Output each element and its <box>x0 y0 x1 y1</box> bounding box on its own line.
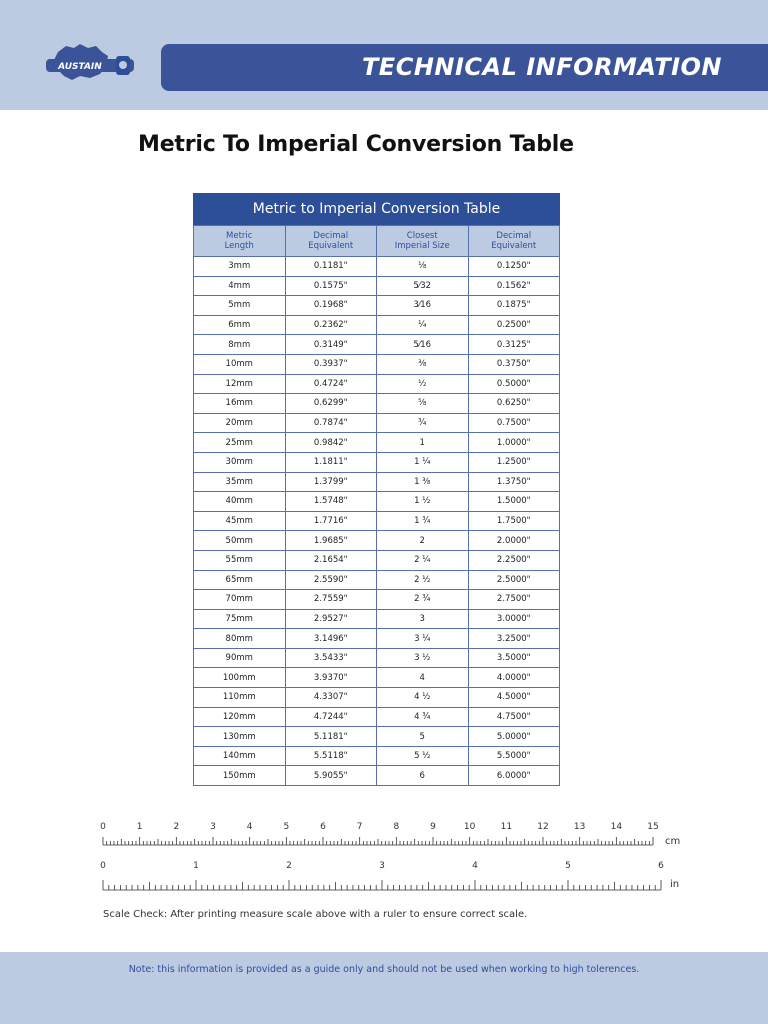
table-row <box>194 629 560 649</box>
table-cell: 0.1181" <box>285 257 377 277</box>
table-cell: 0.2362" <box>285 315 377 335</box>
table-cell: 3.0000" <box>468 609 560 629</box>
column-header <box>468 226 560 257</box>
cm-unit-label: cm <box>665 836 681 847</box>
cm-ruler-number: 13 <box>573 822 586 832</box>
table-cell: 5mm <box>194 296 286 316</box>
table-cell: 1.2500" <box>468 452 560 472</box>
table-cell: 150mm <box>194 766 286 786</box>
table-cell: 2.7559" <box>285 590 377 610</box>
table-cell: 0.2500" <box>468 315 560 335</box>
table-cell: 1.5748" <box>285 492 377 512</box>
table-cell: ⅝ <box>377 394 469 414</box>
table-row <box>194 590 560 610</box>
in-ruler-number: 5 <box>565 861 571 871</box>
table-cell: 2.5000" <box>468 570 560 590</box>
table-row <box>194 335 560 355</box>
table-row <box>194 511 560 531</box>
cm-ruler-number: 5 <box>283 822 290 832</box>
in-ruler-number: 1 <box>193 861 199 871</box>
column-header-line1: Decimal <box>496 231 532 241</box>
column-header-line1: Metric <box>226 231 253 241</box>
table-cell: 0.4724" <box>285 374 377 394</box>
header-title: TECHNICAL INFORMATION <box>361 53 722 81</box>
logo-text: AUSTAIN <box>58 62 102 72</box>
table-cell: 2 <box>377 531 469 551</box>
table-cell: 3 ¼ <box>377 629 469 649</box>
table-cell: ⅜ <box>377 354 469 374</box>
table-cell: 1 ⅜ <box>377 472 469 492</box>
in-unit-label: in <box>670 879 680 890</box>
table-cell: 3.9370" <box>285 668 377 688</box>
table-cell: 1.9685" <box>285 531 377 551</box>
table-cell: 20mm <box>194 413 286 433</box>
table-row <box>194 688 560 708</box>
table-cell: 3.2500" <box>468 629 560 649</box>
table-cell: 30mm <box>194 452 286 472</box>
table-cell: 5 ½ <box>377 746 469 766</box>
page-title: Metric To Imperial Conversion Table <box>138 132 574 157</box>
table-cell: 0.1250" <box>468 257 560 277</box>
table-cell: 90mm <box>194 648 286 668</box>
table-row <box>194 570 560 590</box>
table-cell: 16mm <box>194 394 286 414</box>
table-header-row <box>194 226 560 257</box>
table-cell: 4 ¾ <box>377 707 469 727</box>
table-body <box>194 257 560 786</box>
header-band <box>0 0 768 110</box>
table-row <box>194 531 560 551</box>
footer-band <box>0 952 768 1024</box>
table-row <box>194 550 560 570</box>
table-cell: 55mm <box>194 550 286 570</box>
table-cell: 1.7500" <box>468 511 560 531</box>
table-cell: 4.0000" <box>468 668 560 688</box>
table-cell: 110mm <box>194 688 286 708</box>
cm-ruler-number: 11 <box>500 822 513 832</box>
table-caption: Metric to Imperial Conversion Table <box>193 193 560 225</box>
cm-ruler-number: 15 <box>647 822 659 832</box>
table-cell: 3mm <box>194 257 286 277</box>
table-cell: 5.0000" <box>468 727 560 747</box>
table-row <box>194 354 560 374</box>
table-row <box>194 668 560 688</box>
cm-ruler-number: 8 <box>393 822 400 832</box>
table-cell: 50mm <box>194 531 286 551</box>
cm-ruler-number: 10 <box>463 822 476 832</box>
table-cell: 2.2500" <box>468 550 560 570</box>
table-row <box>194 296 560 316</box>
cm-ruler-number: 2 <box>173 822 180 832</box>
table-cell: 4.3307" <box>285 688 377 708</box>
table-cell: 6.0000" <box>468 766 560 786</box>
column-header <box>285 226 377 257</box>
table-cell: 0.1562" <box>468 276 560 296</box>
table-cell: 2 ¼ <box>377 550 469 570</box>
table-row <box>194 472 560 492</box>
table-cell: 3 ½ <box>377 648 469 668</box>
table-cell: 5.1181" <box>285 727 377 747</box>
in-ruler-number: 3 <box>379 861 385 871</box>
table-cell: 0.3149" <box>285 335 377 355</box>
column-header-line1: Closest <box>406 231 438 241</box>
table-cell: 3.5000" <box>468 648 560 668</box>
table-cell: 0.9842" <box>285 433 377 453</box>
table-cell: 0.5000" <box>468 374 560 394</box>
table-cell: 4.7500" <box>468 707 560 727</box>
table-cell: 3.5433" <box>285 648 377 668</box>
table-row <box>194 707 560 727</box>
table-cell: 100mm <box>194 668 286 688</box>
table-cell: 2.5590" <box>285 570 377 590</box>
conversion-table-grid <box>193 225 560 786</box>
table-cell: 4.7244" <box>285 707 377 727</box>
in-ruler-number: 2 <box>286 861 292 871</box>
table-cell: 1.5000" <box>468 492 560 512</box>
cm-ruler-number: 6 <box>320 822 326 832</box>
table-cell: 45mm <box>194 511 286 531</box>
table-cell: 5.9055" <box>285 766 377 786</box>
column-header-line2: Equivalent <box>491 241 537 251</box>
column-header <box>194 226 286 257</box>
austain-logo <box>44 42 136 84</box>
table-row <box>194 257 560 277</box>
cm-ruler-number: 4 <box>246 822 253 832</box>
in-ruler-number: 0 <box>100 861 106 871</box>
table-cell: 1.7716" <box>285 511 377 531</box>
table-cell: ¼ <box>377 315 469 335</box>
table-cell: 120mm <box>194 707 286 727</box>
table-cell: 6mm <box>194 315 286 335</box>
table-cell: 2 ¾ <box>377 590 469 610</box>
cm-ruler-number: 14 <box>610 822 623 832</box>
table-cell: 4mm <box>194 276 286 296</box>
table-cell: 1 ¾ <box>377 511 469 531</box>
table-cell: 2.1654" <box>285 550 377 570</box>
table-cell: 80mm <box>194 629 286 649</box>
table-cell: 0.3750" <box>468 354 560 374</box>
table-cell: ¾ <box>377 413 469 433</box>
table-row <box>194 433 560 453</box>
table-row <box>194 394 560 414</box>
table-cell: 2.0000" <box>468 531 560 551</box>
table-cell: ½ <box>377 374 469 394</box>
table-cell: 0.1875" <box>468 296 560 316</box>
table-cell: 0.3937" <box>285 354 377 374</box>
cm-ruler-number: 12 <box>537 822 549 832</box>
table-cell: 1.3750" <box>468 472 560 492</box>
cm-ruler-number: 9 <box>430 822 436 832</box>
table-cell: 25mm <box>194 433 286 453</box>
column-header-line2: Length <box>224 241 254 251</box>
table-cell: 4.5000" <box>468 688 560 708</box>
table-cell: 40mm <box>194 492 286 512</box>
table-cell: 0.7874" <box>285 413 377 433</box>
table-row <box>194 413 560 433</box>
table-row <box>194 746 560 766</box>
cm-ruler-number: 1 <box>136 822 143 832</box>
table-cell: 8mm <box>194 335 286 355</box>
table-cell: 0.1575" <box>285 276 377 296</box>
table-row <box>194 452 560 472</box>
table-cell: 3⁄16 <box>377 296 469 316</box>
table-cell: 130mm <box>194 727 286 747</box>
table-cell: 6 <box>377 766 469 786</box>
table-row <box>194 648 560 668</box>
table-row <box>194 315 560 335</box>
in-ruler-ticks <box>100 860 700 894</box>
column-header-line1: Decimal <box>313 231 349 241</box>
inch-ruler <box>100 860 700 894</box>
table-cell: 1 <box>377 433 469 453</box>
table-cell: 1.3799" <box>285 472 377 492</box>
scale-check-note: Scale Check: After printing measure scale above with a ruler to ensure correct scale. <box>103 909 528 920</box>
table-cell: 5.5118" <box>285 746 377 766</box>
header-bar <box>161 44 768 91</box>
footer-note: Note: this information is provided as a guide only and should not be used when working to high tolerences. <box>128 964 640 975</box>
table-row <box>194 374 560 394</box>
column-header-line2: Imperial Size <box>394 241 450 251</box>
table-cell: 5.5000" <box>468 746 560 766</box>
conversion-table <box>193 193 560 786</box>
table-cell: 65mm <box>194 570 286 590</box>
table-cell: 75mm <box>194 609 286 629</box>
table-row <box>194 609 560 629</box>
column-header-line2: Equivalent <box>308 241 354 251</box>
centimeter-ruler <box>100 820 700 850</box>
table-cell: 1 ¼ <box>377 452 469 472</box>
table-cell: 4 ½ <box>377 688 469 708</box>
table-cell: 1.1811" <box>285 452 377 472</box>
table-cell: 0.7500" <box>468 413 560 433</box>
table-cell: 70mm <box>194 590 286 610</box>
in-ruler-number: 4 <box>472 861 478 871</box>
table-cell: 12mm <box>194 374 286 394</box>
table-cell: ⅛ <box>377 257 469 277</box>
table-cell: 10mm <box>194 354 286 374</box>
table-cell: 35mm <box>194 472 286 492</box>
table-row <box>194 276 560 296</box>
table-cell: 3 <box>377 609 469 629</box>
cm-ruler-number: 7 <box>356 822 363 832</box>
table-row <box>194 492 560 512</box>
table-cell: 2 ½ <box>377 570 469 590</box>
cm-ruler-number: 0 <box>100 822 106 832</box>
cm-ruler-number: 3 <box>210 822 216 832</box>
table-cell: 2.7500" <box>468 590 560 610</box>
table-cell: 4 <box>377 668 469 688</box>
table-cell: 2.9527" <box>285 609 377 629</box>
table-cell: 140mm <box>194 746 286 766</box>
table-cell: 3.1496" <box>285 629 377 649</box>
table-cell: 1.0000" <box>468 433 560 453</box>
table-row <box>194 766 560 786</box>
table-cell: 5⁄16 <box>377 335 469 355</box>
table-cell: 0.3125" <box>468 335 560 355</box>
table-cell: 1 ½ <box>377 492 469 512</box>
in-ruler-number: 6 <box>658 861 664 871</box>
table-cell: 0.6250" <box>468 394 560 414</box>
table-row <box>194 727 560 747</box>
column-header <box>377 226 469 257</box>
table-cell: 5⁄32 <box>377 276 469 296</box>
table-cell: 0.1968" <box>285 296 377 316</box>
table-cell: 0.6299" <box>285 394 377 414</box>
table-cell: 5 <box>377 727 469 747</box>
